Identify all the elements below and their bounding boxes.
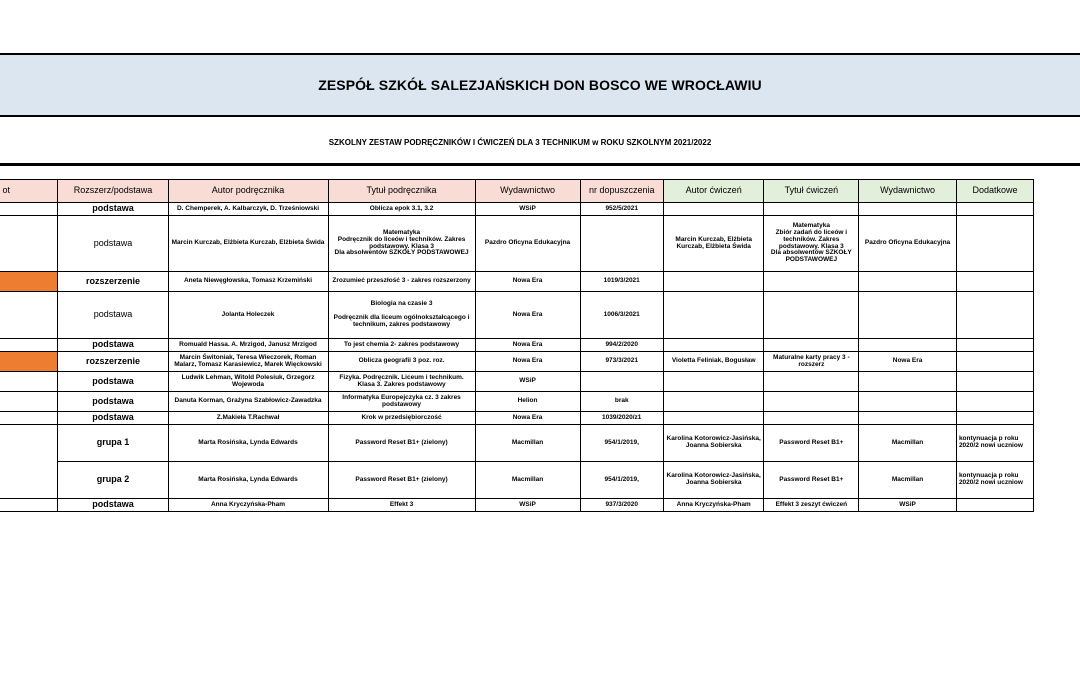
cell-level: podstawa	[58, 499, 168, 512]
table-row	[0, 372, 1034, 392]
cell-exercise-author	[663, 292, 764, 339]
cell-exercise-author: Karolina Kotorowicz-Jasińska, Joanna Sobierska	[663, 462, 764, 499]
cell-publisher: WSiP	[475, 372, 580, 392]
cell-publisher: Nowa Era	[475, 352, 580, 372]
cell-extra	[956, 352, 1033, 372]
cell-exercise-title	[764, 203, 859, 216]
cell-book-author: Aneta Niewęgłowska, Tomasz Krzemiński	[168, 272, 328, 292]
cell-exercise-publisher	[859, 203, 957, 216]
cell-book-author: Jolanta Holeczek	[168, 292, 328, 339]
cell-exercise-title	[764, 339, 859, 352]
cell-approval-number	[580, 372, 663, 392]
cell-book-title: Biologia na czasie 3 Podręcznik dla liceum ogólnokształcącego i technikum, zakres podstawowy	[328, 292, 475, 339]
cell-book-title: Informatyka Europejczyka cz. 3 zakres podstawowy	[328, 392, 475, 412]
cell-book-title: Krok w przedsiębiorczość	[328, 412, 475, 425]
cell-exercise-title	[764, 412, 859, 425]
cell-book-author: Romuald Hassa. A. Mrzigod, Janusz Mrzigod	[168, 339, 328, 352]
header-approval-number: nr dopuszczenia	[580, 180, 663, 203]
document-subtitle: SZKOLNY ZESTAW PODRĘCZNIKÓW I ĆWICZEŃ DLA 3 TECHNIKUM w ROKU SZKOLNYM 2021/2022	[328, 138, 712, 147]
cell-book-author: Marcin Świtoniak, Teresa Wieczorek, Roman Malarz, Tomasz Karasiewicz, Marek Więckowski	[168, 352, 328, 372]
header-subject: ot	[0, 180, 58, 203]
cell-book-title: To jest chemia 2- zakres podstawowy	[328, 339, 475, 352]
header-exercise-author: Autor ćwiczeń	[663, 180, 764, 203]
header-publisher: Wydawnictwo	[475, 180, 580, 203]
cell-book-title: Zrozumieć przeszłość 3 - zakres rozszerzony	[328, 272, 475, 292]
cell-subject	[0, 499, 58, 512]
cell-approval-number	[580, 216, 663, 272]
table-row	[0, 352, 1034, 372]
cell-exercise-author: Karolina Kotorowicz-Jasińska, Joanna Sobierska	[663, 425, 764, 462]
cell-book-title: Password Reset B1+ (zielony)	[328, 425, 475, 462]
header-book-title: Tytuł podręcznika	[328, 180, 475, 203]
cell-exercise-title	[764, 392, 859, 412]
cell-book-author: Marcin Kurczab, Elżbieta Kurczab, Elżbieta Świda	[168, 216, 328, 272]
cell-exercise-author: Violetta Feliniak, Bogusław	[663, 352, 764, 372]
cell-extra: kontynuacja p roku 2020/2 nowi uczniow	[956, 425, 1033, 462]
cell-exercise-author	[663, 203, 764, 216]
cell-exercise-title	[764, 372, 859, 392]
table-row	[0, 392, 1034, 412]
cell-exercise-title: Effekt 3 zeszyt ćwiczeń	[764, 499, 859, 512]
cell-book-author: Danuta Korman, Grażyna Szabłowicz-Zawadzka	[168, 392, 328, 412]
cell-exercise-publisher	[859, 392, 957, 412]
table-row	[0, 216, 1034, 272]
cell-publisher: Pazdro Oficyna Edukacyjna	[475, 216, 580, 272]
cell-book-author: Marta Rosińska, Lynda Edwards	[168, 462, 328, 499]
cell-extra	[956, 372, 1033, 392]
cell-publisher: Macmillan	[475, 462, 580, 499]
cell-book-author: Ludwik Lehman, Witold Polesiuk, Grzegorz Wojewoda	[168, 372, 328, 392]
cell-extra	[956, 499, 1033, 512]
cell-extra	[956, 392, 1033, 412]
cell-approval-number: 937/3/2020	[580, 499, 663, 512]
cell-approval-number: 1019/3/2021	[580, 272, 663, 292]
table-row	[0, 339, 1034, 352]
cell-subject	[0, 272, 58, 292]
cell-subject	[0, 339, 58, 352]
cell-exercise-publisher: Pazdro Oficyna Edukacyjna	[859, 216, 957, 272]
cell-publisher: Macmillan	[475, 425, 580, 462]
cell-subject	[0, 372, 58, 392]
cell-level: rozszerzenie	[58, 272, 168, 292]
cell-exercise-author	[663, 412, 764, 425]
cell-level: rozszerzenie	[58, 352, 168, 372]
cell-book-title: Oblicza geografii 3 poz. roz.	[328, 352, 475, 372]
cell-level: podstawa	[58, 392, 168, 412]
cell-exercise-author	[663, 372, 764, 392]
cell-level: grupa 1	[58, 425, 168, 462]
cell-approval-number: 954/1/2019,	[580, 462, 663, 499]
cell-approval-number: brak	[580, 392, 663, 412]
header-book-author: Autor podręcznika	[168, 180, 328, 203]
header-exercise-publisher: Wydawnictwo	[859, 180, 957, 203]
cell-exercise-author	[663, 392, 764, 412]
table-row	[0, 292, 1034, 339]
cell-book-title: Fizyka. Podręcznik. Liceum i technikum. Klasa 3. Zakres podstawowy	[328, 372, 475, 392]
cell-subject	[0, 425, 58, 499]
cell-book-author: Z.Makieła T.Rachwał	[168, 412, 328, 425]
table-row	[0, 272, 1034, 292]
cell-level: podstawa	[58, 203, 168, 216]
cell-exercise-publisher: WSiP	[859, 499, 957, 512]
cell-book-author: Marta Rosińska, Lynda Edwards	[168, 425, 328, 462]
cell-publisher: Nowa Era	[475, 339, 580, 352]
cell-extra	[956, 272, 1033, 292]
cell-exercise-title: Matematyka Zbiór zadań do liceów i techników. Zakres podstawowy. Klasa 3 Dla absolwentów SZKOŁY PODSTAWOWEJ	[764, 216, 859, 272]
cell-approval-number: 994/2/2020	[580, 339, 663, 352]
table-row	[0, 462, 1034, 499]
cell-exercise-publisher	[859, 272, 957, 292]
cell-exercise-publisher: Nowa Era	[859, 352, 957, 372]
table-row	[0, 412, 1034, 425]
cell-extra: kontynuacja p roku 2020/2 nowi uczniow	[956, 462, 1033, 499]
cell-subject	[0, 203, 58, 216]
cell-extra	[956, 216, 1033, 272]
cell-extra	[956, 292, 1033, 339]
cell-publisher: WSiP	[475, 499, 580, 512]
header-exercise-title: Tytuł ćwiczeń	[764, 180, 859, 203]
cell-publisher: Nowa Era	[475, 412, 580, 425]
cell-exercise-title	[764, 272, 859, 292]
cell-exercise-author: Marcin Kurczab, Elżbieta Kurczab, Elżbieta Świda	[663, 216, 764, 272]
cell-exercise-publisher	[859, 292, 957, 339]
cell-exercise-author: Anna Kryczyńska-Pham	[663, 499, 764, 512]
cell-exercise-publisher	[859, 339, 957, 352]
cell-book-title: Password Reset B1+ (zielony)	[328, 462, 475, 499]
textbook-table	[0, 179, 1034, 512]
cell-exercise-title: Password Reset B1+	[764, 462, 859, 499]
cell-approval-number: 954/1/2019,	[580, 425, 663, 462]
cell-level: podstawa	[58, 412, 168, 425]
school-title-band	[0, 53, 1080, 117]
cell-approval-number: 952/5/2021	[580, 203, 663, 216]
cell-book-author: Anna Kryczyńska-Pham	[168, 499, 328, 512]
header-row	[0, 180, 1034, 203]
cell-subject	[0, 412, 58, 425]
cell-level: podstawa	[58, 372, 168, 392]
cell-book-title: Effekt 3	[328, 499, 475, 512]
cell-approval-number: 1006/3/2021	[580, 292, 663, 339]
cell-exercise-publisher	[859, 412, 957, 425]
cell-extra	[956, 412, 1033, 425]
cell-exercise-author	[663, 339, 764, 352]
cell-level: grupa 2	[58, 462, 168, 499]
cell-book-author: D. Chemperek, A. Kalbarczyk, D. Trześniowski	[168, 203, 328, 216]
cell-extra	[956, 339, 1033, 352]
cell-level: podstawa	[58, 339, 168, 352]
cell-level: podstawa	[58, 216, 168, 272]
cell-exercise-author	[663, 272, 764, 292]
cell-approval-number: 1039/2020/z1	[580, 412, 663, 425]
cell-subject	[0, 352, 58, 372]
cell-publisher: Helion	[475, 392, 580, 412]
cell-exercise-title	[764, 292, 859, 339]
cell-exercise-title: Maturalne karty pracy 3 - rozszerz	[764, 352, 859, 372]
separator-line	[0, 163, 1080, 166]
cell-publisher: WSiP	[475, 203, 580, 216]
header-level: Rozszerz/podstawa	[58, 180, 168, 203]
header-extra: Dodatkowe	[956, 180, 1033, 203]
table-row	[0, 499, 1034, 512]
cell-book-title: Matematyka Podręcznik do liceów i techników. Zakres podstawowy. Klasa 3 Dla absolwentów SZKOŁY PODSTAWOWEJ	[328, 216, 475, 272]
school-title: ZESPÓŁ SZKÓŁ SALEZJAŃSKICH DON BOSCO WE WROCŁAWIU	[318, 77, 762, 93]
cell-exercise-publisher	[859, 372, 957, 392]
cell-subject	[0, 292, 58, 339]
cell-publisher: Nowa Era	[475, 272, 580, 292]
cell-book-title: Oblicza epok 3.1, 3.2	[328, 203, 475, 216]
cell-level: podstawa	[58, 292, 168, 339]
table-row	[0, 425, 1034, 462]
cell-approval-number: 973/3/2021	[580, 352, 663, 372]
table-row	[0, 203, 1034, 216]
cell-exercise-publisher: Macmillan	[859, 462, 957, 499]
cell-extra	[956, 203, 1033, 216]
cell-publisher: Nowa Era	[475, 292, 580, 339]
cell-subject	[0, 216, 58, 272]
cell-subject	[0, 392, 58, 412]
cell-exercise-title: Password Reset B1+	[764, 425, 859, 462]
cell-exercise-publisher: Macmillan	[859, 425, 957, 462]
